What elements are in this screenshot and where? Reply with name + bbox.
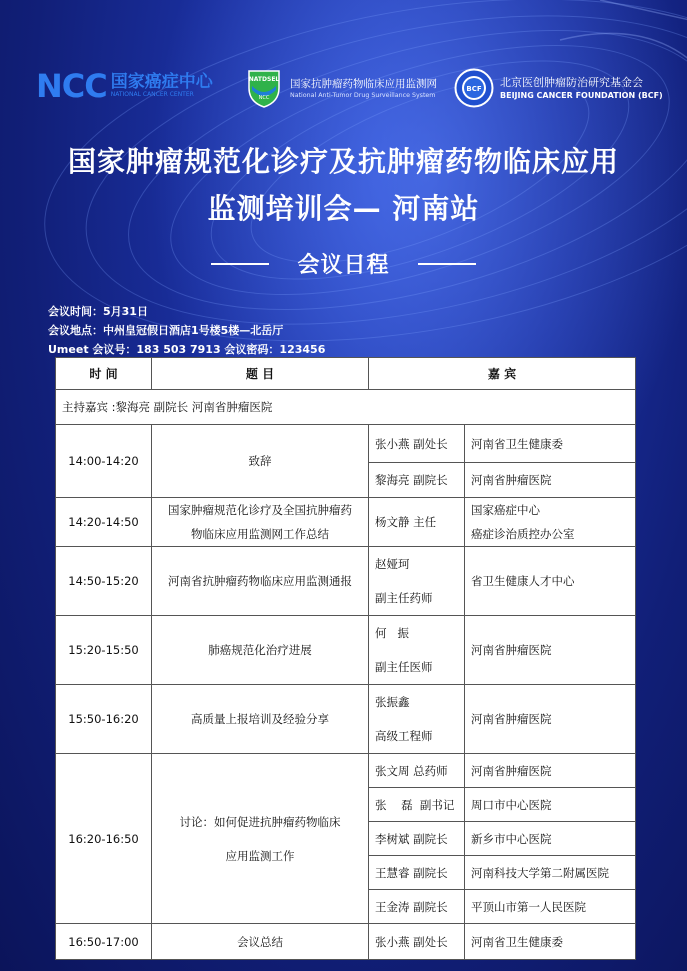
row-topic: 会议总结 <box>152 924 369 960</box>
row-time: 14:50-15:20 <box>56 547 152 616</box>
guest-org <box>465 498 636 547</box>
bcf-name-zh: 北京医创肿瘤防治研究基金会 <box>500 75 643 89</box>
row-topic-line-2: 应用监测工作 <box>225 848 295 863</box>
guest-name: 黎海亮 副院长 <box>369 463 465 498</box>
bcf-logo <box>454 68 663 108</box>
guest-org: 省卫生健康人才中心 <box>465 547 636 616</box>
guest-org: 河南省肿瘤医院 <box>465 463 636 498</box>
guest-name: 张小燕 副处长 <box>369 924 465 960</box>
guest-title-line-2: 副主任医师 <box>375 660 433 674</box>
page-title-line-1: 国家肿瘤规范化诊疗及抗肿瘤药物临床应用 <box>67 145 619 178</box>
guest-name <box>369 616 465 685</box>
shield-icon <box>246 68 282 108</box>
guest-org-line-2: 癌症诊治质控办公室 <box>471 527 575 541</box>
guest-name <box>369 547 465 616</box>
row-topic-line-1: 国家肿瘤规范化诊疗及全国抗肿瘤药 <box>168 503 352 517</box>
table-row <box>56 924 636 960</box>
ncc-logo <box>36 67 213 105</box>
guest-org: 河南省肿瘤医院 <box>465 685 636 754</box>
guest-org-line-1: 国家癌症中心 <box>471 503 540 517</box>
guest-name: 张文周 总药师 <box>369 754 465 788</box>
row-topic <box>152 498 369 547</box>
table-row <box>56 685 636 754</box>
guest-org: 河南省卫生健康委 <box>465 425 636 463</box>
guest-name-line-1: 赵娅珂 <box>375 557 410 571</box>
natdsel-logo <box>246 68 437 108</box>
guest-org: 新乡市中心医院 <box>465 822 636 856</box>
svg-text:NCC: NCC <box>258 95 270 101</box>
guest-name-line-1: 张振鑫 <box>375 695 410 709</box>
bcf-seal-icon <box>454 68 494 108</box>
guest-name <box>369 685 465 754</box>
bcf-name-en: BEIJING CANCER FOUNDATION (BCF) <box>500 90 663 100</box>
row-topic-line-1: 讨论：如何促进抗肿瘤药物临床 <box>179 814 341 829</box>
meeting-location: 会议地点：中州皇冠假日酒店1号楼5楼—北岳厅 <box>48 324 284 337</box>
row-time: 16:20-16:50 <box>56 754 152 924</box>
table-row <box>56 425 636 463</box>
ncc-name-zh: 国家癌症中心 <box>110 72 213 92</box>
guest-name: 张 磊 副书记 <box>369 788 465 822</box>
table-row <box>56 616 636 685</box>
table-header-row <box>56 358 636 390</box>
natdsel-name-en: National Anti-Tumor Drug Surveillance System <box>290 91 436 99</box>
row-time: 15:50-16:20 <box>56 685 152 754</box>
table-row <box>56 547 636 616</box>
subtitle: 会议日程 <box>297 253 390 278</box>
header-topic: 题 目 <box>152 358 369 390</box>
guest-name: 张小燕 副处长 <box>369 425 465 463</box>
page-title-line-2: 监测培训会— 河南站 <box>207 192 480 225</box>
ncc-name-en: NATIONAL CANCER CENTER <box>110 91 194 98</box>
row-time: 14:00-14:20 <box>56 425 152 498</box>
logo-row <box>0 66 687 114</box>
guest-title-line-2: 副主任药师 <box>375 591 433 605</box>
row-topic: 高质量上报培训及经验分享 <box>152 685 369 754</box>
header-time: 时 间 <box>56 358 152 390</box>
subtitle-row <box>0 248 687 279</box>
host-text: 主持嘉宾 :黎海亮 副院长 河南省肿瘤医院 <box>56 390 636 425</box>
row-topic-line-2: 物临床应用监测网工作总结 <box>191 527 329 541</box>
table-row <box>56 754 636 788</box>
svg-text:NATDSEL: NATDSEL <box>248 76 280 83</box>
guest-org: 平顶山市第一人民医院 <box>465 890 636 924</box>
natdsel-name-zh: 国家抗肿瘤药物临床应用监测网 <box>290 77 437 90</box>
row-time: 15:20-15:50 <box>56 616 152 685</box>
guest-org: 周口市中心医院 <box>465 788 636 822</box>
header-guests: 嘉 宾 <box>369 358 636 390</box>
row-time: 16:50-17:00 <box>56 924 152 960</box>
guest-org: 河南省卫生健康委 <box>465 924 636 960</box>
guest-org: 河南科技大学第二附属医院 <box>465 856 636 890</box>
guest-name: 李树斌 副院长 <box>369 822 465 856</box>
row-topic: 河南省抗肿瘤药物临床应用监测通报 <box>152 547 369 616</box>
ncc-mark: NCC <box>36 67 107 105</box>
row-topic: 肺癌规范化治疗进展 <box>152 616 369 685</box>
guest-org: 河南省肿瘤医院 <box>465 616 636 685</box>
guest-org: 河南省肿瘤医院 <box>465 754 636 788</box>
divider-left <box>211 263 269 265</box>
row-topic: 致辞 <box>152 425 369 498</box>
guest-title-line-2: 高级工程师 <box>375 729 433 743</box>
table-row <box>56 498 636 547</box>
svg-text:BCF: BCF <box>466 85 482 93</box>
guest-name: 杨文静 主任 <box>369 498 465 547</box>
guest-name-line-1: 何 振 <box>375 626 409 640</box>
row-topic <box>152 754 369 924</box>
row-time: 14:20-14:50 <box>56 498 152 547</box>
agenda-table <box>55 357 636 960</box>
guest-name: 王慧睿 副院长 <box>369 856 465 890</box>
host-row <box>56 390 636 425</box>
divider-right <box>418 263 476 265</box>
meeting-umeet: Umeet 会议号：183 503 7913 会议密码：123456 <box>48 343 326 356</box>
guest-name: 王金涛 副院长 <box>369 890 465 924</box>
meeting-time: 会议时间：5月31日 <box>48 305 148 318</box>
